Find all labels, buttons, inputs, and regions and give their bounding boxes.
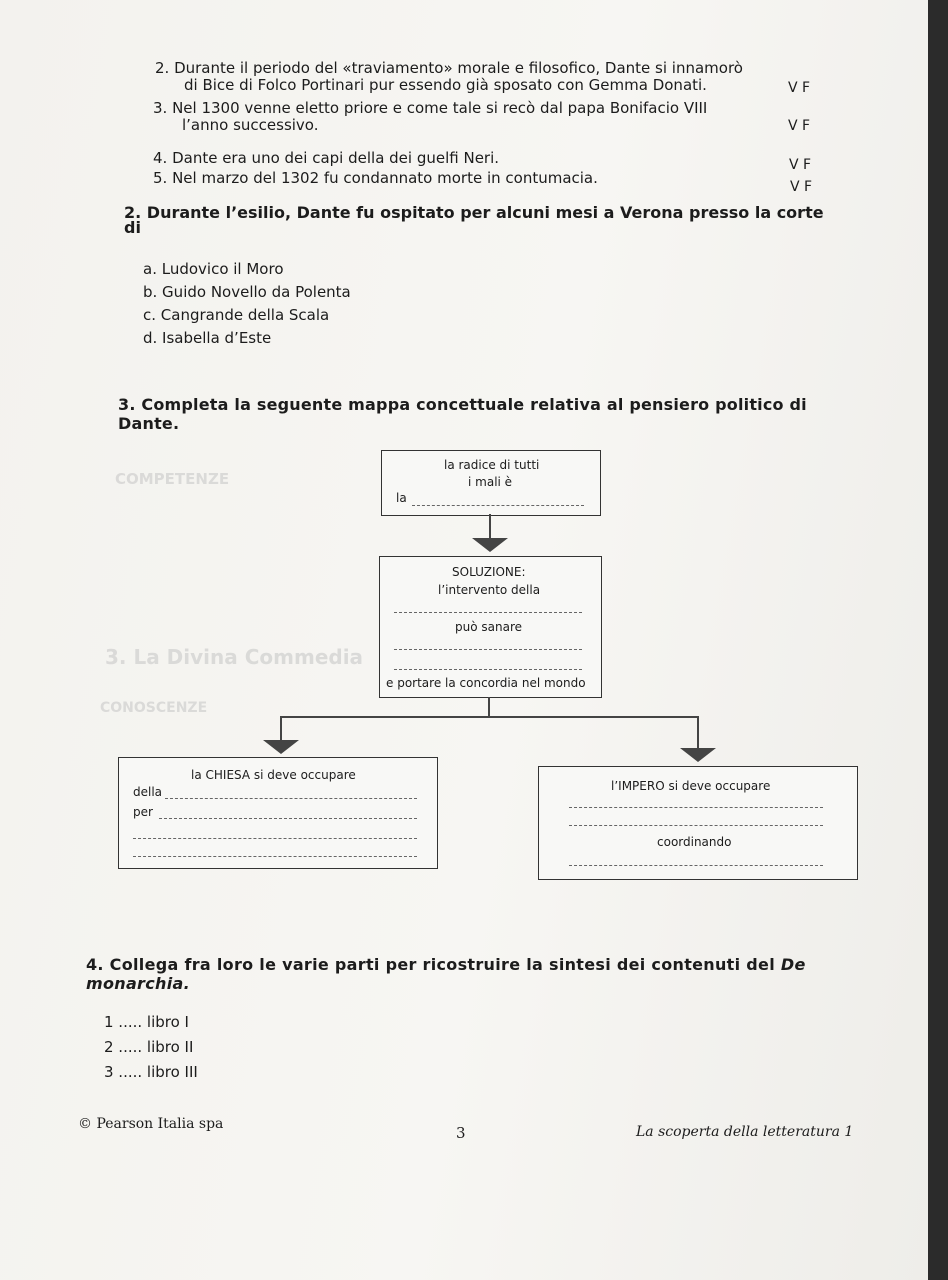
ghost-heading: COMPETENZE (115, 470, 230, 488)
tf-item-text: di Bice di Folco Portinari pur essendo già sposato con Gemma Donati. (184, 76, 707, 94)
connector-line (489, 514, 491, 539)
fill-blank-line[interactable] (569, 825, 823, 826)
box-text: SOLUZIONE: (452, 565, 526, 579)
concept-box-solution (379, 556, 602, 698)
book-title-text: De (780, 955, 806, 974)
match-item[interactable]: 2 ..... libro II (104, 1038, 194, 1056)
tf-item-text: 2. Durante il periodo del «traviamento» morale e filosofico, Dante si innamorò (155, 59, 743, 77)
box-text: l’IMPERO si deve occupare (611, 779, 771, 793)
fill-blank-line[interactable] (159, 818, 417, 819)
question-3-title (118, 395, 807, 433)
true-false-choice[interactable]: V F (788, 118, 811, 134)
ghost-heading: 3. La Divina Commedia (105, 645, 364, 669)
question-text: Dante. (118, 414, 180, 433)
box-text: l’intervento della (438, 583, 541, 597)
scan-edge (928, 0, 948, 1280)
arrow-down-icon (263, 740, 299, 754)
box-text: coordinando (657, 835, 732, 849)
box-text: e portare la concordia nel mondo (386, 676, 586, 690)
arrow-down-icon (472, 538, 508, 552)
footer-publisher: © Pearson Italia spa (78, 1116, 224, 1132)
concept-box-empire (538, 766, 858, 880)
box-text: per (133, 805, 153, 819)
connector-line (280, 716, 698, 718)
fill-blank-line[interactable] (133, 856, 417, 857)
box-text: può sanare (455, 620, 522, 634)
fill-blank-line[interactable] (412, 505, 584, 506)
match-item[interactable]: 1 ..... libro I (104, 1013, 189, 1031)
fill-blank-line[interactable] (165, 798, 417, 799)
connector-line (697, 716, 699, 748)
fill-blank-line[interactable] (133, 838, 417, 839)
fill-blank-line[interactable] (394, 612, 582, 613)
true-false-choice[interactable]: V F (790, 179, 813, 195)
box-text: i mali è (468, 475, 513, 489)
option-a[interactable]: a. Ludovico il Moro (143, 260, 284, 278)
question-text: 3. Completa la seguente mappa concettuale relativa al pensiero politico di (118, 395, 807, 414)
question-2-title (124, 203, 824, 237)
box-text: della (133, 785, 163, 799)
box-text: la CHIESA si deve occupare (191, 768, 356, 782)
option-b[interactable]: b. Guido Novello da Polenta (143, 283, 351, 301)
match-item[interactable]: 3 ..... libro III (104, 1063, 198, 1081)
question-4-title (86, 955, 806, 993)
true-false-choice[interactable]: V F (788, 80, 811, 96)
tf-item-4 (153, 150, 499, 167)
tf-item-3 (153, 100, 707, 134)
footer-page-number: 3 (456, 1124, 466, 1142)
option-c[interactable]: c. Cangrande della Scala (143, 306, 330, 324)
footer-book-title: La scoperta della letteratura 1 (636, 1124, 854, 1140)
fill-blank-line[interactable] (569, 807, 823, 808)
concept-box-church (118, 757, 438, 869)
arrow-down-icon (680, 748, 716, 762)
book-title-text: monarchia. (86, 974, 190, 993)
question-text: 4. Collega fra loro le varie parti per ricostruire la sintesi dei contenuti del (86, 955, 775, 974)
option-d[interactable]: d. Isabella d’Este (143, 329, 272, 347)
tf-item-text: 3. Nel 1300 venne eletto priore e come tale si recò dal papa Bonifacio VIII (153, 99, 708, 117)
question-text: 2. Durante l’esilio, Dante fu ospitato per alcuni mesi a Verona presso la corte (124, 203, 824, 222)
fill-blank-line[interactable] (394, 669, 582, 670)
fill-blank-line[interactable] (569, 865, 823, 866)
connector-line (488, 697, 490, 717)
box-text: la radice di tutti (444, 458, 540, 472)
box-text: la (396, 491, 407, 505)
question-text: di (124, 218, 141, 237)
tf-item-text: l’anno successivo. (182, 116, 319, 134)
question-4-list (104, 1010, 198, 1085)
fill-blank-line[interactable] (394, 649, 582, 650)
question-2-options (143, 258, 351, 350)
tf-item-text: 4. Dante era uno dei capi della dei guelfi Neri. (153, 149, 500, 167)
tf-item-2 (155, 60, 743, 94)
tf-item-5 (153, 170, 598, 187)
true-false-choice[interactable]: V F (789, 157, 812, 173)
ghost-heading: CONOSCENZE (100, 700, 208, 716)
connector-line (280, 716, 282, 740)
tf-item-text: 5. Nel marzo del 1302 fu condannato morte in contumacia. (153, 169, 598, 187)
concept-box-root-cause (381, 450, 601, 516)
